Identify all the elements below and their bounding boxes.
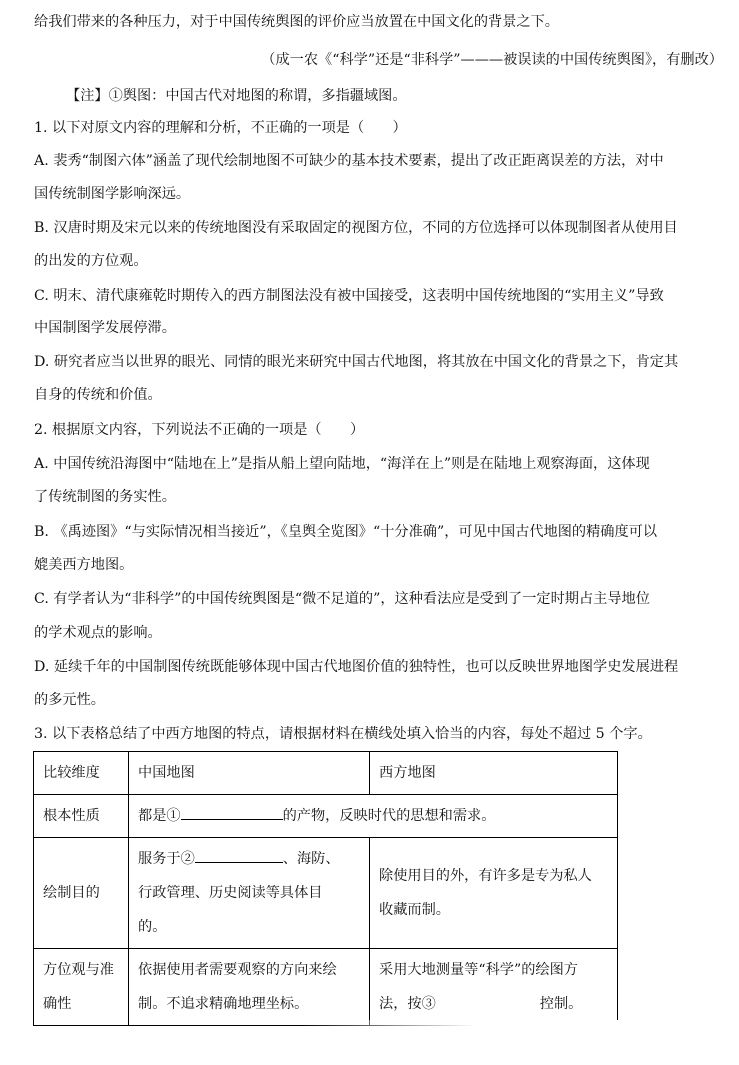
header-west: 西方地图 xyxy=(370,752,618,795)
q2-stem: 2. 根据原文内容，下列说法不正确的一项是（ ） xyxy=(34,422,365,438)
q1-option-d: D. 研究者应当以世界的眼光、同情的眼光来研究中国古代地图，将其放在中国文化的背景之下，肯定其 xyxy=(34,354,679,370)
q2-option-a-cont: 了传统制图的务实性。 xyxy=(34,489,176,505)
bottom-fade-overlay xyxy=(300,1020,739,1065)
row-orientation-china: 依据使用者需要观察的方向来绘 制。不追求精确地理坐标。 xyxy=(129,949,370,1026)
row-purpose-china: 服务于② 、海防、 行政管理、历史阅读等具体目 的。 xyxy=(129,838,370,949)
q2-option-b: B. 《禹迹图》“与实际情况相当接近”，《皇舆全览图》“十分准确”，可见中国古代地图的精确度可以 xyxy=(34,524,658,540)
table-row xyxy=(34,752,618,795)
intro-tail: 给我们带来的各种压力，对于中国传统舆图的评价应当放置在中国文化的背景之下。 xyxy=(34,14,559,30)
q3-stem: 3. 以下表格总结了中西方地图的特点，请根据材料在横线处填入恰当的内容，每处不超过 5 个字。 xyxy=(34,726,652,742)
q2-option-d-cont: 的多元性。 xyxy=(34,692,105,708)
row-nature-content: 都是① 的产物，反映时代的思想和需求。 xyxy=(129,795,618,838)
footnote: 【注】①舆图：中国古代对地图的称谓，多指疆域图。 xyxy=(66,88,407,104)
row-nature-label: 根本性质 xyxy=(34,795,129,838)
q1-option-b-cont: 的出发的方位观。 xyxy=(34,253,148,269)
row-orientation-west: 采用大地测量等“科学”的绘图方 法，按③ 控制。 xyxy=(370,949,618,1026)
comparison-table xyxy=(33,751,618,1026)
q1-option-c: C. 明末、清代康雍乾时期传入的西方制图法没有被中国接受，这表明中国传统地图的“实用主义”导致 xyxy=(34,288,664,304)
answer-blank-3[interactable] xyxy=(436,992,540,1008)
header-dimension: 比较维度 xyxy=(34,752,129,795)
q1-option-b: B. 汉唐时期及宋元以来的传统地图没有采取固定的视图方位，不同的方位选择可以体现制图者从使用目 xyxy=(34,220,678,236)
header-china: 中国地图 xyxy=(129,752,370,795)
q2-option-a: A. 中国传统沿海图中“陆地在上”是指从船上望向陆地，“海洋在上”则是在陆地上观察海面，这体现 xyxy=(34,456,650,472)
row-purpose-west: 除使用目的外，有许多是专为私人 收藏而制。 xyxy=(370,838,618,949)
q2-option-d: D. 延续千年的中国制图传统既能够体现中国古代地图价值的独特性，也可以反映世界地图学史发展进程 xyxy=(34,659,679,675)
q2-option-b-cont: 媲美西方地图。 xyxy=(34,557,134,573)
q1-option-a-cont: 国传统制图学影响深远。 xyxy=(34,186,191,202)
q1-option-d-cont: 自身的传统和价值。 xyxy=(34,387,162,403)
table-row xyxy=(34,795,618,838)
q2-option-c: C. 有学者认为“非科学”的中国传统舆图是“微不足道的”，这种看法应是受到了一定时期占主导地位 xyxy=(34,591,650,607)
row-purpose-label: 绘制目的 xyxy=(34,838,129,949)
source-citation: （成一农《“科学”还是“非科学”———被误读的中国传统舆图》，有删改） xyxy=(261,52,723,68)
q2-option-c-cont: 的学术观点的影响。 xyxy=(34,625,162,641)
q1-option-c-cont: 中国制图学发展停滞。 xyxy=(34,320,176,336)
row-orientation-label: 方位观与准 确性 xyxy=(34,949,129,1026)
table-row xyxy=(34,949,618,1026)
q1-option-a: A. 裴秀“制图六体”涵盖了现代绘制地图不可缺少的基本技术要素，提出了改正距离误差的方法，对中 xyxy=(34,153,664,169)
table-row xyxy=(34,838,618,949)
answer-blank-1[interactable] xyxy=(181,803,283,820)
q1-stem: 1. 以下对原文内容的理解和分析，不正确的一项是（ ） xyxy=(34,120,407,136)
answer-blank-2[interactable] xyxy=(195,846,283,863)
